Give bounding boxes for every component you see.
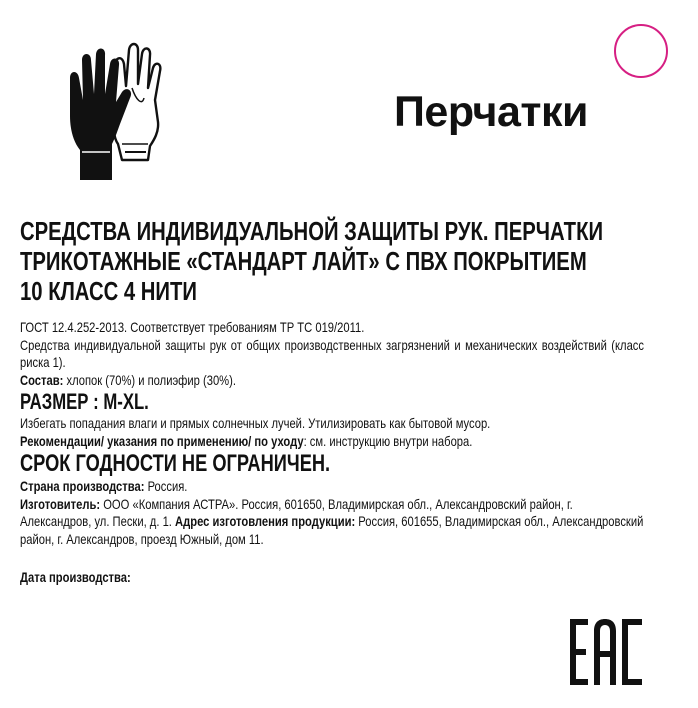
production-date-label: Дата производства:	[20, 569, 131, 585]
origin-line	[20, 478, 644, 496]
label-body	[20, 319, 644, 587]
origin-value: Россия.	[144, 478, 188, 494]
production-address-value: Россия, 601655, Владимирская обл., Александровский район, г. Александров, проезд Южный, дом 11.	[20, 513, 644, 547]
recommendations-line	[20, 433, 644, 451]
storage-text: Избегать попадания влаги и прямых солнечных лучей. Утилизировать как бытовой мусор.	[20, 415, 491, 431]
eac-mark-icon	[568, 617, 644, 687]
headline-line: 10 КЛАСС 4 НИТИ	[20, 276, 197, 306]
product-headline	[20, 216, 680, 306]
manufacturer-line	[20, 496, 644, 549]
shelf-life-heading: СРОК ГОДНОСТИ НЕ ОГРАНИЧЕН.	[20, 450, 331, 477]
origin-label: Страна производства:	[20, 478, 145, 494]
production-date-line	[20, 569, 644, 587]
production-address-label: Адрес изготовления продукции:	[175, 513, 356, 529]
work-gloves-icon	[62, 40, 172, 185]
protection-text: Средства индивидуальной защиты рук от общих производственных загрязнений и механических воздействий (класс риска 1).	[20, 336, 644, 370]
product-title: Перчатки	[394, 88, 588, 136]
size-heading: РАЗМЕР : M-XL.	[20, 389, 149, 414]
manufacturer-label: Изготовитель:	[20, 495, 101, 512]
circle-outline-icon	[614, 24, 668, 78]
standards-text: ГОСТ 12.4.252-2013. Соответствует требованиям ТР ТС 019/2011.	[20, 319, 365, 335]
composition-label: Состав:	[20, 371, 64, 388]
recommendations-value: : см. инструкцию внутри набора.	[303, 432, 473, 449]
composition-line	[20, 372, 644, 390]
headline-line: СРЕДСТВА ИНДИВИДУАЛЬНОЙ ЗАЩИТЫ РУК. ПЕРЧАТКИ	[20, 216, 604, 246]
composition-value: хлопок (70%) и полиэфир (30%).	[66, 371, 236, 388]
headline-line: ТРИКОТАЖНЫЕ «СТАНДАРТ ЛАЙТ» С ПВХ ПОКРЫТИЕМ	[20, 246, 587, 276]
manufacturer-value: ООО «Компания АСТРА». Россия, 601650, Владимирская обл., Александровский район, г. Александров, ул. Пески, д. 1.	[20, 495, 573, 529]
recommendations-label: Рекомендации/ указания по применению/ по уходу	[20, 432, 304, 449]
